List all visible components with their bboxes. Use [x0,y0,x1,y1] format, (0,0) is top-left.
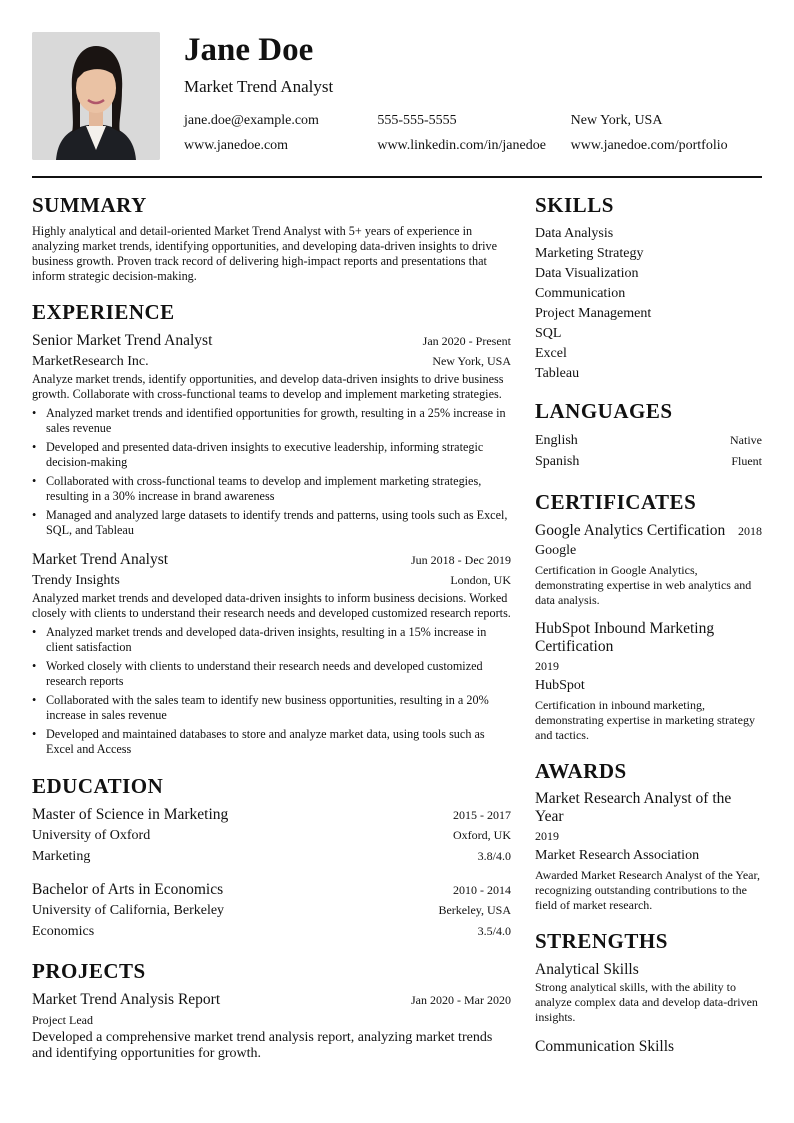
language-level: Fluent [731,454,762,468]
language-row [535,451,762,472]
certificates-section [535,489,762,743]
achievement-item: • Developed and presented data-driven insights to executive leadership, informing strategic decision-making [32,440,511,470]
project-name: Market Trend Analysis Report [32,991,221,1008]
award-name: Market Research Analyst of the Year [535,790,732,825]
certificate-description: Certification in Google Analytics, demonstrating expertise in web analytics and data analysis. [535,563,752,607]
language-name: Spanish [535,454,580,469]
certificate-issuer: Google [535,543,577,558]
achievement-list [32,625,511,757]
email-link[interactable]: jane.doe@example.com [184,112,319,128]
website-link[interactable]: www.janedoe.com [184,137,289,153]
skill-item: Marketing Strategy [535,246,644,261]
education-section [32,773,511,942]
certificate-entry [535,521,762,608]
education-entry [32,880,511,942]
education-dates: 2010 - 2014 [453,883,511,897]
education-heading: EDUCATION [32,774,164,798]
job-title: Senior Market Trend Analyst [32,332,213,349]
project-entry [32,990,511,1062]
certificate-entry [535,620,762,743]
left-column [32,192,511,1062]
achievement-item: • Analyzed market trends and identified opportunities for growth, resulting in a 25% increase in sales revenue [32,406,511,436]
achievement-item: • Developed and maintained databases to store and analyze market data, using tools such as Excel and Access [32,727,511,757]
header-divider [32,176,762,178]
linkedin-link[interactable]: www.linkedin.com/in/janedoe [377,137,546,153]
project-dates: Jan 2020 - Mar 2020 [411,993,511,1007]
skill-item: Excel [535,346,567,361]
summary-section [32,192,511,284]
job-dates: Jun 2018 - Dec 2019 [411,553,511,567]
skills-heading: SKILLS [535,193,614,217]
language-name: English [535,433,578,448]
awards-section [535,758,762,913]
job-description: Analyzed market trends and developed data-driven insights to inform business decisions. Worked closely with clients to understand their research needs and developed customized research reports. [32,591,511,620]
project-role: Project Lead [32,1013,93,1027]
projects-section [32,958,511,1062]
achievement-item: • Collaborated with the sales team to identify new business opportunities, resulting in a 20% increase in sales revenue [32,693,511,723]
skill-item: Data Analysis [535,226,614,241]
experience-entry [32,331,511,538]
skill-item: Communication [535,286,626,301]
strength-description: Strong analytical skills, with the ability to analyze complex data and develop data-driven insights. [535,980,758,1024]
degree-name: Master of Science in Marketing [32,806,229,823]
achievement-item: • Analyzed market trends and developed data-driven insights, resulting in a 15% increase in client satisfaction [32,625,511,655]
job-location: New York, USA [432,354,511,368]
job-description: Analyze market trends, identify opportunities, and develop data-driven insights to drive business growth. Collaborate with cross-functional teams to develop and implement marketing strategies. [32,372,504,401]
portrait-image [32,32,160,160]
award-description: Awarded Market Research Analyst of the Year, recognizing outstanding contributions to the field of market research. [535,868,761,912]
profile-photo [32,32,160,160]
portfolio-link[interactable]: www.janedoe.com/portfolio [570,137,728,153]
company-name: MarketResearch Inc. [32,354,149,369]
award-year: 2019 [535,829,559,843]
languages-heading: LANGUAGES [535,399,673,423]
projects-heading: PROJECTS [32,959,146,983]
skills-section [535,192,762,384]
company-name: Trendy Insights [32,573,120,588]
certificate-description: Certification in inbound marketing, demonstrating expertise in marketing strategy and tactics. [535,698,755,742]
award-entry [535,790,762,913]
certificate-year: 2019 [535,659,559,673]
strengths-heading: STRENGTHS [535,929,668,953]
award-issuer: Market Research Association [535,848,700,863]
strengths-section [535,928,762,1057]
education-entry [32,805,511,867]
job-title: Market Trend Analyst [32,551,169,568]
right-column [535,192,762,1057]
languages-section [535,398,762,472]
skill-item: SQL [535,326,562,341]
achievement-item: • Collaborated with cross-functional teams to develop and implement marketing strategies, resulting in a 30% increase in brand awareness [32,474,511,504]
project-description: Developed a comprehensive market trend analysis report, analyzing market trends and identifying opportunities for growth. [32,1030,493,1061]
certificates-heading: CERTIFICATES [535,490,697,514]
degree-name: Bachelor of Arts in Economics [32,881,224,898]
candidate-title: Market Trend Analyst [184,77,334,96]
certificate-name: Google Analytics Certification [535,522,726,539]
summary-text: Highly analytical and detail-oriented Market Trend Analyst with 5+ years of experience in analyzing market trends, identifying opportunities, and developing data-driven insights to drive business growth. Proven track record of delivering high-impact reports and presentations that inform strategic decision-making. [32,224,498,283]
candidate-name: Jane Doe [184,32,314,68]
experience-section [32,299,511,757]
location: New York, USA [570,112,663,128]
strength-name: Analytical Skills [535,961,639,978]
school-location: Oxford, UK [453,828,511,842]
contact-info [184,108,764,158]
school-name: University of Oxford [32,828,151,843]
school-location: Berkeley, USA [438,903,511,917]
experience-heading: EXPERIENCE [32,300,175,324]
skill-item: Project Management [535,306,652,321]
phone-number: 555-555-5555 [377,112,457,128]
certificate-name: HubSpot Inbound Marketing Certification [535,620,715,655]
job-dates: Jan 2020 - Present [422,334,511,348]
awards-heading: AWARDS [535,759,627,783]
education-dates: 2015 - 2017 [453,808,511,822]
achievement-item: • Worked closely with clients to understand their research needs and developed customized research reports [32,659,511,689]
gpa: 3.8/4.0 [477,849,511,863]
experience-entry [32,550,511,757]
strength-entry [535,1037,762,1057]
achievement-list [32,406,511,538]
strength-entry [535,960,762,1025]
gpa: 3.5/4.0 [477,924,511,938]
summary-heading: SUMMARY [32,193,147,217]
certificate-issuer: HubSpot [535,678,585,693]
certificate-year: 2018 [738,524,762,538]
language-level: Native [730,433,762,447]
skill-item: Data Visualization [535,266,639,281]
school-name: University of California, Berkeley [32,903,225,918]
field-of-study: Economics [32,924,95,939]
job-location: London, UK [450,573,511,587]
field-of-study: Marketing [32,849,91,864]
skill-item: Tableau [535,366,580,381]
strength-name: Communication Skills [535,1038,675,1055]
language-row [535,430,762,451]
achievement-item: • Managed and analyzed large datasets to identify trends and patterns, using tools such as Excel, SQL, and Tableau [32,508,511,538]
